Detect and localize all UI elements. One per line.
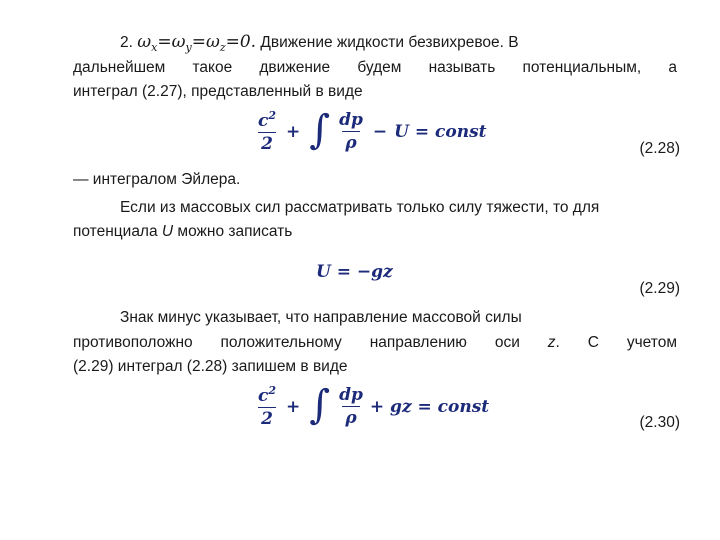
subscript-y: y: [185, 41, 192, 54]
fraction-dp-over-rho: $\frac{dp}{\rho}$: [339, 384, 363, 428]
fraction-c2-over-2: $\frac{c^2}{2}$: [258, 384, 277, 429]
paragraph-3-line-1: Если из массовых сил рассматривать только силу тяжести, то для: [120, 199, 600, 216]
equation-number-2-30: (2.30): [639, 414, 680, 431]
formula-2-28: [255, 106, 487, 154]
paragraph-1-line-2: дальнейшем такое движение будем называть потенциальным, а: [73, 59, 677, 76]
paragraph-4-line-1: Знак минус указывает, что направление массовой силы: [120, 309, 522, 326]
paragraph-4-line-2: противоположно положительному направлению оси z. С учетом: [73, 334, 677, 351]
paragraph-1-line-1: [120, 32, 677, 58]
fraction-c2-over-2: $\frac{c^2}{2}$: [258, 109, 277, 154]
omega-symbol: ω: [171, 32, 186, 52]
equation-number-2-29: (2.29): [639, 280, 680, 297]
integral-sign: ∫: [309, 381, 331, 428]
equals-zero: =0.: [225, 32, 257, 52]
item-number: 2.: [120, 34, 133, 51]
minus-sign: −: [372, 121, 388, 142]
equals-sign: =: [157, 32, 172, 52]
subscript-x: x: [151, 41, 158, 54]
formula-2-29: [316, 262, 393, 282]
formula-2-30: [255, 381, 490, 429]
paragraph-1-text: Движение жидкости безвихревое. В: [256, 34, 519, 51]
equals-sign: =: [191, 32, 206, 52]
plus-sign: +: [286, 396, 301, 417]
integral-sign: ∫: [309, 106, 331, 153]
fraction-dp-over-rho: $\frac{dp}{\rho}$: [339, 109, 363, 153]
plus-sign: +: [286, 121, 301, 142]
formula-tail: U = const: [394, 121, 487, 142]
subscript-z: z: [219, 41, 226, 54]
axis-symbol-z: z: [547, 334, 556, 351]
formula-expression: U = −gz: [316, 262, 393, 282]
paragraph-3-line-2: потенциала U можно записать: [73, 223, 293, 240]
paragraph-4-line-3: (2.29) интеграл (2.28) запишем в виде: [73, 358, 348, 375]
potential-symbol-u: U: [161, 223, 174, 240]
paragraph-2-line-1: — интегралом Эйлера.: [73, 171, 241, 188]
omega-symbol: ω: [137, 32, 152, 52]
equation-number-2-28: (2.28): [639, 140, 680, 157]
omega-symbol: ω: [205, 32, 220, 52]
paragraph-1-line-3: интеграл (2.27), представленный в виде: [73, 83, 363, 100]
formula-tail: + gz = const: [369, 396, 490, 417]
